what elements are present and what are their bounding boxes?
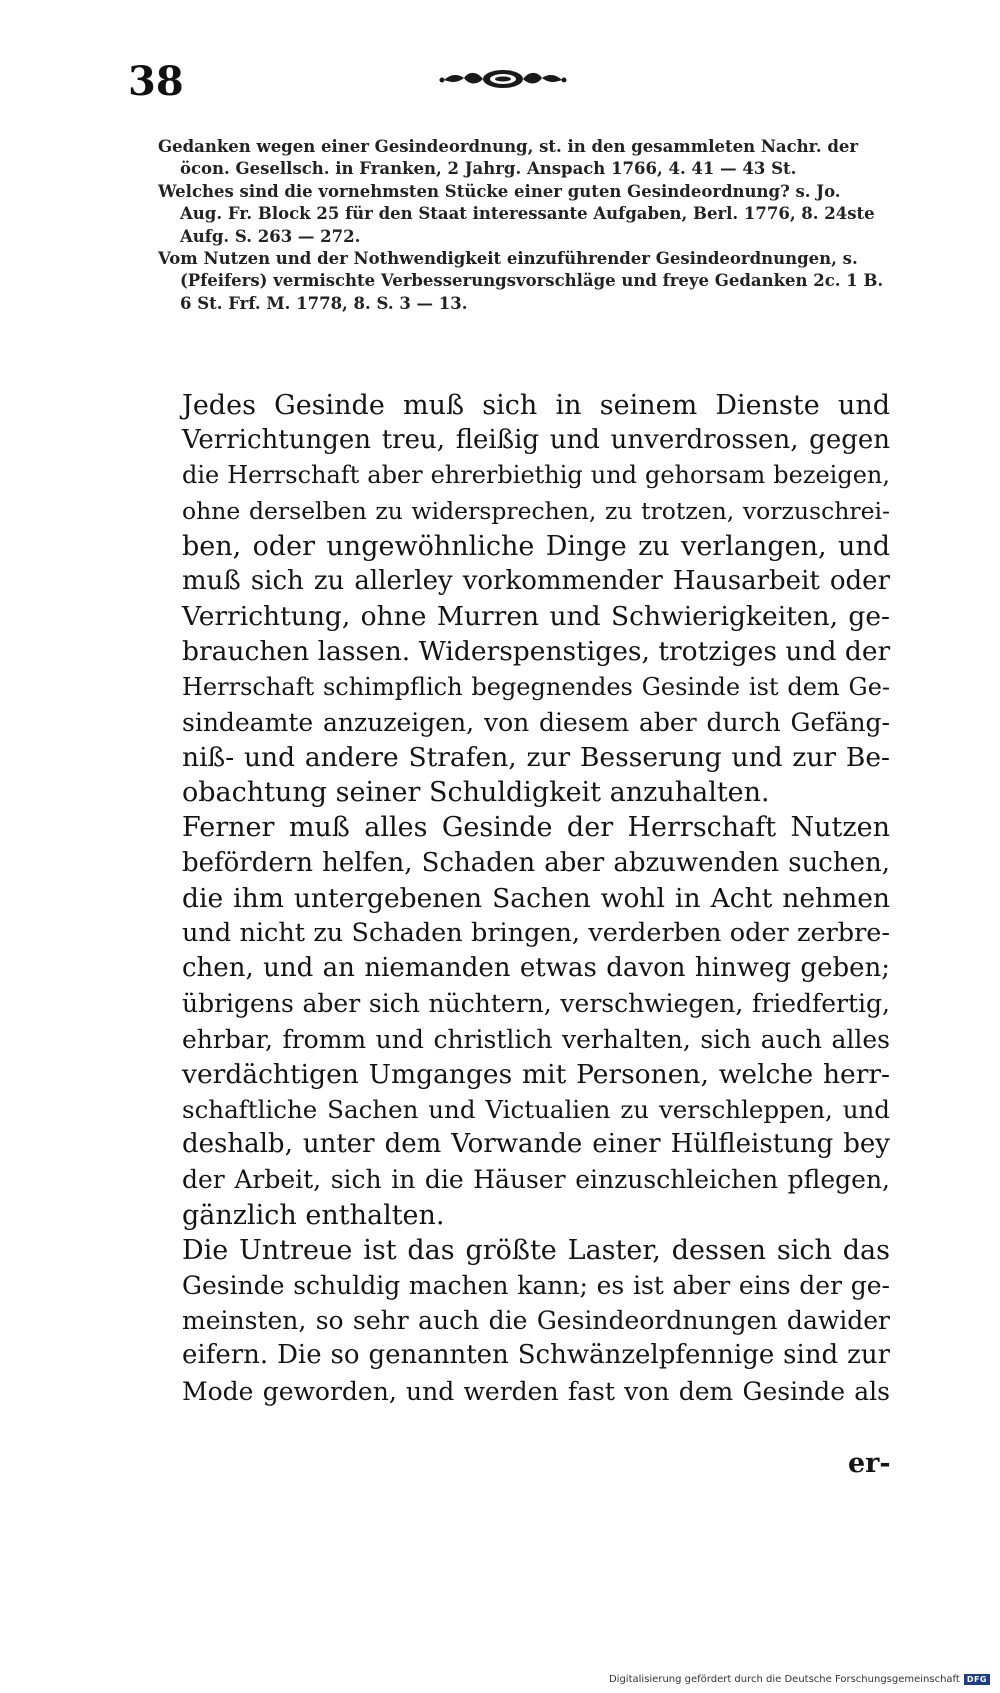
- text-line: gänzlich enthalten.: [182, 1199, 445, 1231]
- text-line: Jedes Gesinde muß sich in seinem Dienste und: [182, 390, 890, 421]
- text-line: brauchen lassen. Widerspenstiges, trotziges und der: [182, 636, 891, 668]
- text-line: meinsten, so sehr auch die Gesindeordnungen dawider: [182, 1306, 890, 1336]
- text-line: Verrichtung, ohne Murren und Schwierigkeiten, ge-: [182, 601, 890, 633]
- text-line: befördern helfen, Schaden aber abzuwenden suchen,: [182, 847, 890, 878]
- text-line: sindeamte anzuzeigen, von diesem aber durch Gefäng-: [182, 707, 890, 737]
- text-line: verdächtigen Umganges mit Personen, welche herr-: [182, 1058, 890, 1090]
- paragraph-3: [146, 1233, 890, 1409]
- text-line: und nicht zu Schaden bringen, verderben oder zerbre-: [182, 918, 890, 949]
- text-line: chen, und an niemanden etwas davon hinweg geben;: [182, 953, 890, 984]
- text-line: obachtung seiner Schuldigkeit anzuhalten.: [182, 777, 770, 809]
- paragraph-2: [146, 810, 890, 1232]
- text-line: muß sich zu allerley vorkommender Hausarbeit oder: [182, 566, 890, 597]
- paragraph-1: [146, 388, 890, 810]
- text-line: Herrschaft schimpflich begegnendes Gesinde ist dem Ge-: [182, 672, 890, 701]
- footer-text: Digitalisierung gefördert durch die Deutsche Forschungsgemeinschaft: [608, 1674, 960, 1685]
- text-line: Mode geworden, und werden fast von dem Gesinde als: [182, 1376, 890, 1406]
- text-line: die ihm untergebenen Sachen wohl in Acht nehmen: [182, 882, 890, 914]
- page-number: 38: [128, 58, 184, 105]
- reference-item: Welches sind die vornehmsten Stücke einer guten Gesindeordnung? s. Jo. Aug. Fr. Block 25 für den Staat interessante Aufgaben, Berl. 1776, 8. 24ste Aufg. S. 263 — 272.: [158, 181, 875, 246]
- body-text: [146, 388, 890, 1409]
- text-line: niß- und andere Strafen, zur Besserung und zur Be-: [182, 742, 890, 774]
- reference-item: Vom Nutzen und der Nothwendigkeit einzuführender Gesindeordnungen, s. (Pfeifers) vermischte Verbesserungsvorschläge und freye Gedanken 2c. 1 B. 6 St. Frf. M. 1778, 8. S. 3 — 13.: [158, 249, 884, 313]
- text-line: Verrichtungen treu, fleißig und unverdrossen, gegen: [182, 425, 890, 456]
- text-line: ohne derselben zu widersprechen, zu trotzen, vorzuschrei-: [182, 496, 890, 525]
- text-line: übrigens aber sich nüchtern, verschwiegen, friedfertig,: [182, 989, 890, 1019]
- reference-item: Gedanken wegen einer Gesindeordnung, st. in den gesammleten Nachr. der öcon. Gesellsch. in Franken, 2 Jahrg. Anspach 1766, 4. 41 — 43 St.: [158, 137, 859, 179]
- bibliography-references: [158, 136, 884, 315]
- catchword: er-: [848, 1448, 891, 1479]
- text-line: der Arbeit, sich in die Häuser einzuschleichen pflegen,: [182, 1165, 890, 1195]
- text-line: Die Untreue ist das größte Laster, dessen sich das: [182, 1234, 890, 1266]
- dfg-logo-icon: DFG: [964, 1674, 990, 1685]
- text-line: ben, oder ungewöhnliche Dinge zu verlangen, und: [182, 530, 890, 562]
- text-line: ehrbar, fromm und christlich verhalten, sich auch alles: [182, 1024, 890, 1054]
- text-line: Gesinde schuldig machen kann; es ist aber eins der ge-: [182, 1271, 890, 1301]
- digitization-footer: [609, 1674, 990, 1685]
- text-line: deshalb, unter dem Vorwande einer Hülfleistung bey: [182, 1129, 890, 1160]
- text-line: die Herrschaft aber ehrerbiethig und gehorsam bezeigen,: [182, 461, 890, 490]
- text-line: Ferner muß alles Gesinde der Herrschaft Nutzen: [182, 812, 890, 844]
- text-line: eifern. Die so genannten Schwänzelpfennige sind zur: [182, 1340, 890, 1371]
- ornament-icon: [438, 64, 568, 94]
- text-line: schaftliche Sachen und Victualien zu verschleppen, und: [182, 1095, 890, 1125]
